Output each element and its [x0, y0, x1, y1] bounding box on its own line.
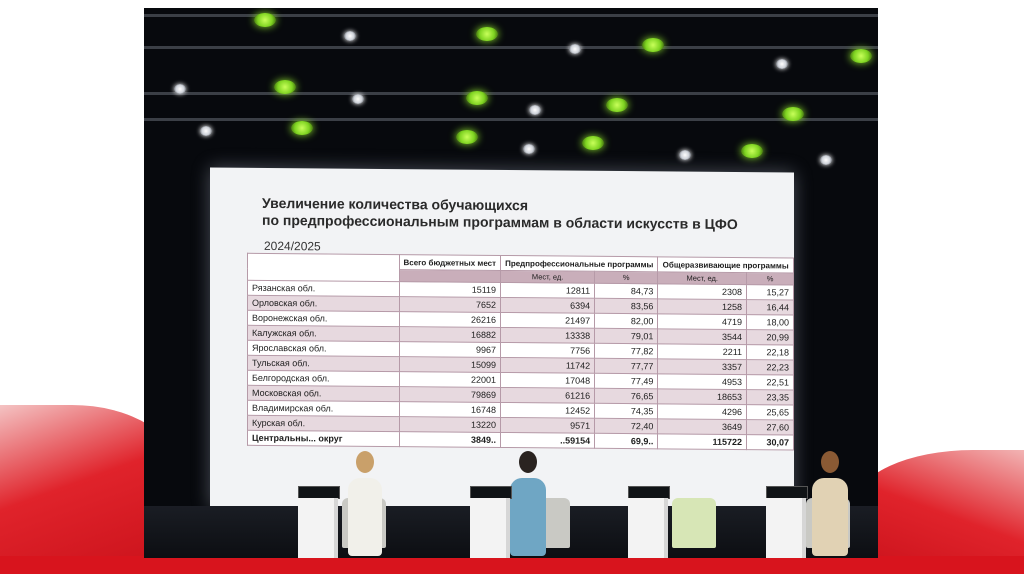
pre-prof-header: Предпрофессиональные программы	[501, 255, 658, 271]
podium	[766, 498, 806, 558]
cell-pp-places: 13338	[501, 327, 595, 343]
region-column-header	[248, 253, 400, 281]
cell-og-places: 3357	[658, 359, 747, 375]
stage-light	[776, 59, 788, 69]
cell-pp-pct: 77,77	[595, 358, 658, 374]
speaker-head	[356, 451, 374, 473]
cell-total: 26216	[399, 312, 501, 328]
stage-light	[820, 155, 832, 165]
cell-pp-pct: 77,82	[595, 343, 658, 359]
podium	[470, 498, 510, 558]
cell-total: 22001	[399, 372, 501, 388]
stage-light	[344, 31, 356, 41]
lighting-truss	[144, 92, 878, 95]
cell-pp-pct: 79,01	[595, 328, 658, 344]
cell-og-places: 4296	[658, 404, 747, 420]
cell-pp-places: 9571	[501, 417, 595, 433]
cell-total: 79869	[399, 387, 501, 403]
total-row-total: 3849..	[399, 432, 501, 448]
slide-title-line-2: по предпрофессиональным программам в области искусств в ЦФО	[262, 211, 738, 233]
cell-og-places: 1258	[658, 299, 747, 315]
cell-total: 13220	[399, 417, 501, 433]
general-programs-header: Общеразвивающие программы	[658, 257, 794, 273]
pre-prof-percent-subheader: %	[595, 271, 658, 284]
cell-pp-places: 6394	[501, 297, 595, 313]
cell-og-pct: 22,18	[747, 345, 794, 360]
podium	[298, 498, 338, 558]
total-places-header: Всего бюджетных мест	[399, 255, 501, 271]
slide-title	[262, 195, 738, 233]
total-row-pp-pct: 69,9..	[595, 433, 658, 449]
cell-og-places: 3544	[658, 329, 747, 345]
total-row-og-places: 115722	[658, 434, 747, 450]
cell-og-places: 3649	[658, 419, 747, 435]
total-subheader	[399, 270, 501, 283]
speaker-head	[821, 451, 839, 473]
stage-light	[741, 144, 763, 158]
cell-og-places: 2308	[658, 284, 747, 300]
cell-region: Белгородская обл.	[248, 370, 400, 386]
cell-pp-places: 12811	[501, 282, 595, 298]
cell-pp-places: 12452	[501, 402, 595, 418]
cell-pp-places: 21497	[501, 312, 595, 328]
cell-og-pct: 20,99	[747, 330, 794, 345]
cell-pp-places: 61216	[501, 387, 595, 403]
stage-light	[352, 94, 364, 104]
cell-og-places: 4719	[658, 314, 747, 330]
general-places-subheader: Мест, ед.	[658, 272, 747, 285]
cell-pp-pct: 74,35	[595, 403, 658, 419]
cell-total: 16882	[399, 327, 501, 343]
cell-region: Курская обл.	[248, 415, 400, 431]
enrollment-table	[247, 253, 794, 451]
cell-og-pct: 27,60	[747, 420, 794, 435]
stage-light	[679, 150, 691, 160]
stage-light	[200, 126, 212, 136]
stage-photo	[144, 8, 878, 558]
general-percent-subheader: %	[747, 273, 794, 285]
cell-og-places: 4953	[658, 374, 747, 390]
pre-prof-places-subheader: Мест, ед.	[501, 270, 595, 283]
cell-pp-pct: 82,00	[595, 313, 658, 329]
total-row-pp-places: ..59154	[501, 432, 595, 448]
stage-light	[174, 84, 186, 94]
cell-total: 9967	[399, 342, 501, 358]
cell-og-pct: 15,27	[747, 285, 794, 300]
cell-region: Ярославская обл.	[248, 340, 400, 356]
slide-title-line-1: Увеличение количества обучающихся	[262, 194, 529, 214]
stage-light	[642, 38, 664, 52]
stage-light	[476, 27, 498, 41]
cell-og-pct: 22,51	[747, 375, 794, 390]
cell-region: Владимирская обл.	[248, 400, 400, 416]
cell-og-pct: 25,65	[747, 405, 794, 420]
cell-og-pct: 22,23	[747, 360, 794, 375]
cell-pp-pct: 84,73	[595, 283, 658, 299]
cell-pp-places: 7756	[501, 342, 595, 358]
cell-total: 15099	[399, 357, 501, 373]
lighting-truss	[144, 46, 878, 49]
cell-pp-pct: 83,56	[595, 298, 658, 314]
cell-og-places: 18653	[658, 389, 747, 405]
stage-light	[569, 44, 581, 54]
cell-pp-pct: 76,65	[595, 388, 658, 404]
cell-og-pct: 18,00	[747, 315, 794, 330]
cell-total: 7652	[399, 297, 501, 313]
speaker-head	[519, 451, 537, 473]
stage-light	[529, 105, 541, 115]
stage-chair	[672, 498, 716, 548]
speaker-person	[812, 478, 848, 556]
red-bottom-band	[0, 556, 1024, 574]
cell-region: Воронежская обл.	[248, 310, 400, 326]
cell-region: Московская обл.	[248, 385, 400, 401]
cell-og-pct: 16,44	[747, 300, 794, 315]
cell-pp-pct: 72,40	[595, 418, 658, 434]
cell-total: 16748	[399, 402, 501, 418]
cell-total: 15119	[399, 282, 501, 298]
cell-region: Рязанская обл.	[248, 280, 400, 296]
speaker-person	[510, 478, 546, 556]
stage-light	[291, 121, 313, 135]
stage-light	[606, 98, 628, 112]
lighting-truss	[144, 118, 878, 121]
stage-light	[466, 91, 488, 105]
podium	[628, 498, 668, 558]
stage-light	[274, 80, 296, 94]
stage-light	[782, 107, 804, 121]
cell-pp-places: 11742	[501, 357, 595, 373]
stage-light	[254, 13, 276, 27]
cell-region: Тульская обл.	[248, 355, 400, 371]
total-row-region: Центральны... округ	[248, 430, 400, 446]
total-row-og-pct: 30,07	[747, 435, 794, 450]
cell-pp-pct: 77,49	[595, 373, 658, 389]
cell-og-places: 2211	[658, 344, 747, 360]
speaker-person	[348, 478, 382, 556]
cell-pp-places: 17048	[501, 372, 595, 388]
stage-light	[456, 130, 478, 144]
stage-light	[523, 144, 535, 154]
projection-screen	[210, 167, 794, 512]
cell-region: Орловская обл.	[248, 295, 400, 311]
cell-og-pct: 23,35	[747, 390, 794, 405]
stage-light	[582, 136, 604, 150]
slide-year: 2024/2025	[264, 238, 321, 254]
cell-region: Калужская обл.	[248, 325, 400, 341]
stage-light	[850, 49, 872, 63]
